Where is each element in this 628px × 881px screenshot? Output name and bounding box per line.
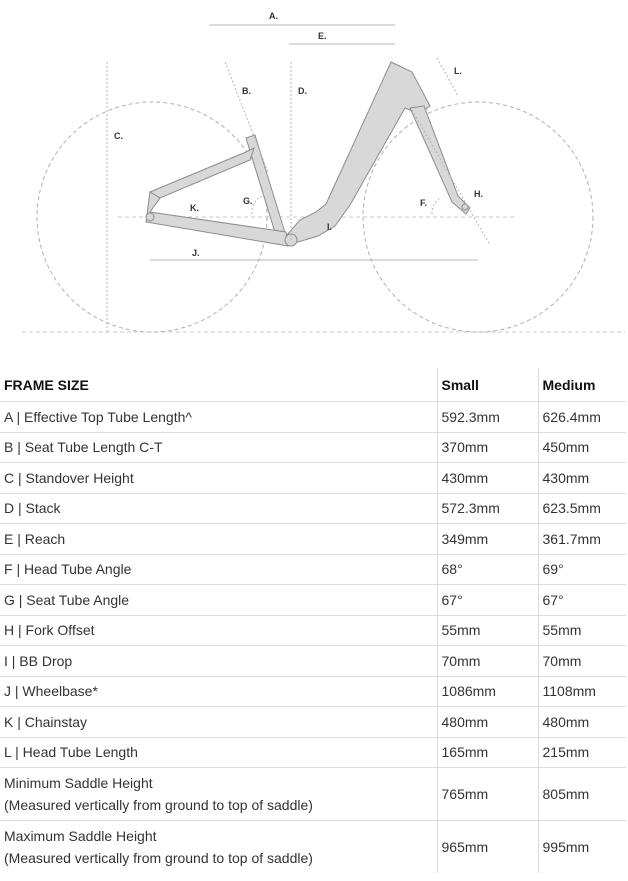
medium-value: 215mm: [538, 737, 626, 768]
small-value: 765mm: [437, 768, 538, 821]
medium-value: 995mm: [538, 821, 626, 874]
medium-value: 480mm: [538, 707, 626, 738]
label-k: K.: [190, 203, 199, 213]
table-row: [0, 432, 626, 463]
label-i: I.: [327, 222, 333, 232]
table-row: [0, 646, 626, 677]
table-row: [0, 463, 626, 494]
frame: [146, 62, 470, 246]
header-row: [0, 368, 626, 402]
medium-value: 450mm: [538, 432, 626, 463]
small-value: 370mm: [437, 432, 538, 463]
row-label: J | Wheelbase*: [0, 676, 437, 707]
medium-value: 626.4mm: [538, 402, 626, 433]
row-label: F | Head Tube Angle: [0, 554, 437, 585]
small-value: 67°: [437, 585, 538, 616]
small-value: 68°: [437, 554, 538, 585]
row-title: Minimum Saddle Height: [4, 775, 153, 791]
table-row: [0, 554, 626, 585]
row-title: Maximum Saddle Height: [4, 828, 157, 844]
header-medium: Medium: [538, 368, 626, 402]
dimension-lines: [107, 25, 490, 332]
label-a: A.: [269, 11, 278, 21]
table-row: [0, 676, 626, 707]
label-f: F.: [420, 198, 428, 208]
row-label: E | Reach: [0, 524, 437, 555]
row-label: D | Stack: [0, 493, 437, 524]
medium-value: 70mm: [538, 646, 626, 677]
table-row: [0, 585, 626, 616]
medium-value: 623.5mm: [538, 493, 626, 524]
medium-value: 55mm: [538, 615, 626, 646]
row-sublabel: (Measured vertically from ground to top of saddle): [4, 850, 313, 866]
row-label: I | BB Drop: [0, 646, 437, 677]
table-row: [0, 768, 626, 821]
medium-value: 69°: [538, 554, 626, 585]
table-row: [0, 524, 626, 555]
table-row: [0, 402, 626, 433]
small-value: 55mm: [437, 615, 538, 646]
table-row: [0, 707, 626, 738]
row-label: A | Effective Top Tube Length^: [0, 402, 437, 433]
small-value: 592.3mm: [437, 402, 538, 433]
small-value: 572.3mm: [437, 493, 538, 524]
row-label: B | Seat Tube Length C-T: [0, 432, 437, 463]
medium-value: 1108mm: [538, 676, 626, 707]
table-row: [0, 493, 626, 524]
row-label: H | Fork Offset: [0, 615, 437, 646]
medium-value: 67°: [538, 585, 626, 616]
small-value: 480mm: [437, 707, 538, 738]
table-row: [0, 821, 626, 874]
header-small: Small: [437, 368, 538, 402]
medium-value: 361.7mm: [538, 524, 626, 555]
row-label: C | Standover Height: [0, 463, 437, 494]
geometry-table: [0, 368, 626, 873]
table-row: [0, 737, 626, 768]
label-l: L.: [454, 66, 462, 76]
small-value: 349mm: [437, 524, 538, 555]
label-b: B.: [242, 86, 251, 96]
small-value: 165mm: [437, 737, 538, 768]
row-label: [0, 821, 437, 874]
row-sublabel: (Measured vertically from ground to top of saddle): [4, 797, 313, 813]
small-value: 965mm: [437, 821, 538, 874]
medium-value: 430mm: [538, 463, 626, 494]
bike-geometry-diagram: [0, 0, 628, 345]
medium-value: 805mm: [538, 768, 626, 821]
label-g: G.: [243, 196, 253, 206]
label-e: E.: [318, 31, 327, 41]
header-frame-size: FRAME SIZE: [4, 376, 89, 393]
row-label: K | Chainstay: [0, 707, 437, 738]
row-label: L | Head Tube Length: [0, 737, 437, 768]
small-value: 70mm: [437, 646, 538, 677]
small-value: 1086mm: [437, 676, 538, 707]
label-h: H.: [474, 189, 483, 199]
label-j: J.: [192, 248, 200, 258]
table-row: [0, 615, 626, 646]
row-label: G | Seat Tube Angle: [0, 585, 437, 616]
row-label: [0, 768, 437, 821]
small-value: 430mm: [437, 463, 538, 494]
label-c: C.: [114, 131, 123, 141]
label-d: D.: [298, 86, 307, 96]
